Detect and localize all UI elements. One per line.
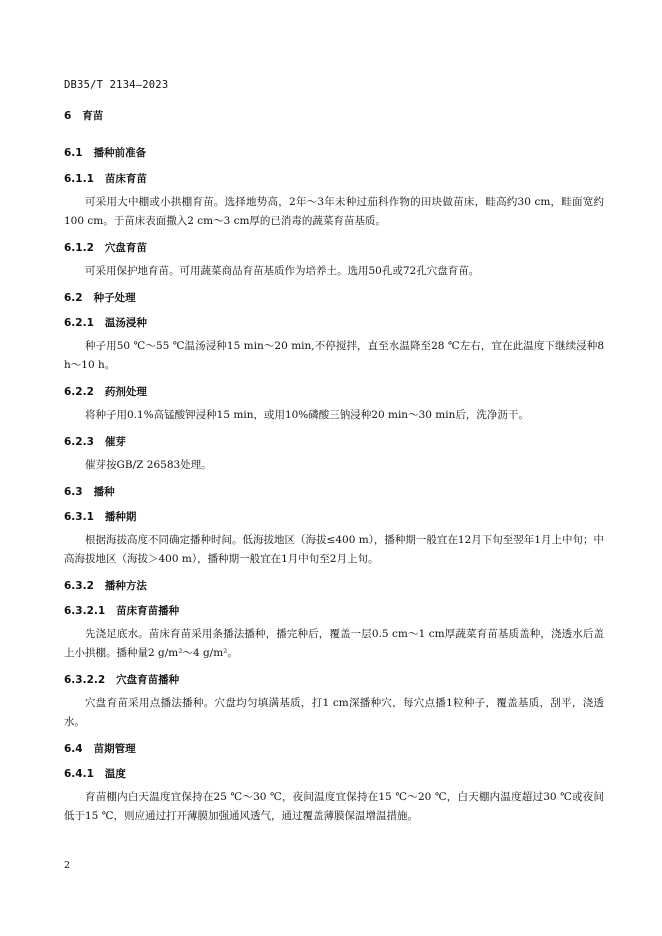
- section-title: 播种: [93, 486, 115, 498]
- section-number: 6.2: [64, 292, 83, 304]
- section-number: 6.2.2: [64, 386, 94, 398]
- section-heading: [64, 603, 604, 619]
- section-heading: [64, 145, 604, 161]
- section-title: 育苗: [82, 110, 104, 122]
- section-number: 6.2.1: [64, 317, 94, 329]
- paragraph: 可采用大中棚或小拱棚育苗。选择地势高，2年～3年未种过茄科作物的田块做苗床，畦高约30 cm，畦面宽约100 cm。于苗床表面撒入2 cm～3 cm厚的已消毒的蔬菜育苗基质。: [64, 196, 604, 227]
- section-number: 6.3: [64, 486, 83, 498]
- section-title: 温度: [104, 768, 126, 780]
- section-heading: [64, 509, 604, 525]
- section-title: 穴盘育苗播种: [116, 674, 180, 686]
- section-number: 6.2.3: [64, 436, 94, 448]
- page-number: 2: [64, 860, 71, 871]
- section-title: 温汤浸种: [104, 317, 147, 329]
- section-heading: [64, 672, 604, 688]
- section-title: 催芽: [104, 436, 126, 448]
- section-heading: [64, 434, 604, 450]
- section-heading: [64, 384, 604, 400]
- document-body: [64, 108, 604, 826]
- section-title: 种子处理: [93, 292, 136, 304]
- section-number: 6.1: [64, 147, 83, 159]
- paragraph: 催芽按GB/Z 26583处理。: [85, 459, 212, 471]
- section-number: 6.4: [64, 743, 83, 755]
- section-heading: [64, 741, 604, 757]
- section-title: 播种方法: [104, 580, 147, 592]
- paragraph: 种子用50 ℃～55 ℃温汤浸种15 min～20 min,不停搅拌，直至水温降至28 ℃左右，宜在此温度下继续浸种8 h～10 h。: [64, 340, 604, 371]
- paragraph: 先浇足底水。苗床育苗采用条播法播种，播完种后，覆盖一层0.5 cm～1 cm厚蔬菜育苗基质盖种，浇透水后盖上小拱棚。播种量2 g/m²～4 g/m²。: [64, 628, 604, 659]
- section-number: 6.4.1: [64, 768, 94, 780]
- section-title: 苗期管理: [93, 743, 136, 755]
- section-heading: [64, 315, 604, 331]
- section-heading: [64, 484, 604, 500]
- section-title: 播种前准备: [93, 147, 147, 159]
- section-heading: [64, 290, 604, 306]
- section-number: 6.3.2.1: [64, 605, 106, 617]
- paragraph: 可采用保护地育苗。可用蔬菜商品育苗基质作为培养土。选用50孔或72孔穴盘育苗。: [85, 265, 480, 277]
- section-number: 6.3.1: [64, 511, 94, 523]
- section-title: 播种期: [104, 511, 137, 523]
- section-heading: [64, 108, 604, 124]
- section-title: 药剂处理: [104, 386, 147, 398]
- document-code: DB35/T 2134—2023: [64, 79, 169, 91]
- section-heading: [64, 578, 604, 594]
- section-title: 穴盘育苗: [104, 242, 147, 254]
- section-title: 苗床育苗: [104, 173, 147, 185]
- section-number: 6: [64, 110, 72, 122]
- section-heading: [64, 240, 604, 256]
- paragraph: 根据海拔高度不同确定播种时间。低海拔地区（海拔≤400 m），播种期一般宜在12月下旬至翌年1月上中旬；中高海拔地区（海拔＞400 m），播种期一般宜在1月中旬至2月上旬。: [64, 534, 604, 565]
- paragraph: 育苗棚内白天温度宜保持在25 ℃～30 ℃，夜间温度宜保持在15 ℃～20 ℃，白天棚内温度超过30 ℃或夜间低于15 ℃，则应通过打开薄膜加强通风透气，通过覆盖薄膜保温增温措施。: [64, 791, 604, 822]
- section-heading: [64, 766, 604, 782]
- section-number: 6.1.2: [64, 242, 94, 254]
- paragraph: 将种子用0.1%高锰酸钾浸种15 min，或用10%磷酸三钠浸种20 min～30 min后，洗净沥干。: [85, 409, 529, 421]
- section-number: 6.1.1: [64, 173, 94, 185]
- section-title: 苗床育苗播种: [116, 605, 180, 617]
- section-number: 6.3.2.2: [64, 674, 106, 686]
- section-number: 6.3.2: [64, 580, 94, 592]
- section-heading: [64, 171, 604, 187]
- paragraph: 穴盘育苗采用点播法播种。穴盘均匀填满基质，打1 cm深播种穴，每穴点播1粒种子，覆盖基质，刮平，浇透水。: [64, 697, 604, 728]
